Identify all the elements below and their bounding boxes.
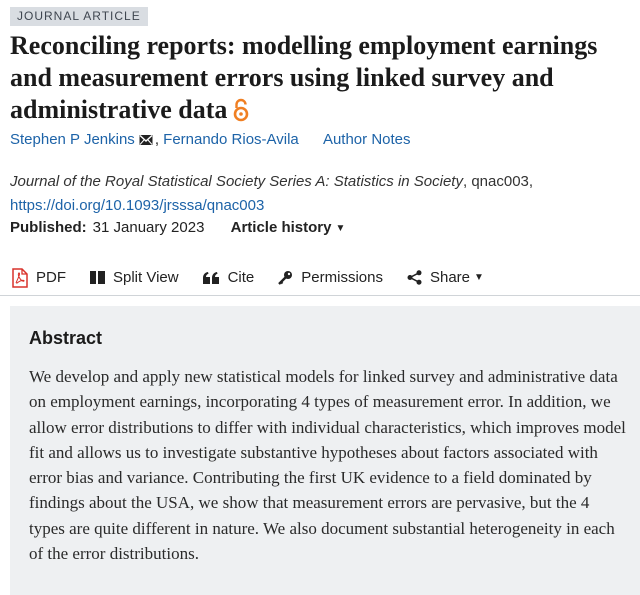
- key-icon: [278, 270, 293, 285]
- author-link-rios-avila[interactable]: Fernando Rios-Avila: [163, 131, 299, 148]
- pdf-button[interactable]: [12, 268, 66, 288]
- share-dropdown[interactable]: [407, 269, 484, 286]
- split-view-icon: [90, 271, 105, 284]
- article-id: , qnac003,: [462, 173, 534, 190]
- share-label: Share: [429, 269, 470, 286]
- split-view-label: Split View: [113, 269, 179, 286]
- journal-name: Journal of the Royal Statistical Society Series A: Statistics in Society: [10, 173, 463, 190]
- abstract-heading: Abstract: [29, 328, 103, 348]
- cite-button[interactable]: [203, 269, 255, 286]
- permissions-label: Permissions: [301, 269, 383, 286]
- pdf-label: PDF: [36, 269, 66, 286]
- cite-label: Cite: [227, 269, 255, 286]
- quote-icon: [203, 272, 220, 284]
- split-view-button[interactable]: [90, 269, 179, 286]
- author-link-jenkins[interactable]: Stephen P Jenkins: [10, 131, 135, 148]
- article-title-text: Reconciling reports: modelling employment earnings and measurement errors using linked survey and administrative data: [10, 31, 598, 124]
- doi-link[interactable]: https://doi.org/10.1093/jrsssa/qnac003: [10, 197, 265, 214]
- share-icon: [407, 270, 422, 285]
- mail-icon[interactable]: [139, 133, 153, 150]
- permissions-button[interactable]: [278, 269, 383, 286]
- chevron-down-icon: ▼: [474, 272, 484, 283]
- published-row: [10, 219, 345, 236]
- published-label: Published:: [10, 219, 87, 236]
- citation: [10, 170, 630, 218]
- article-history-dropdown[interactable]: [231, 219, 346, 236]
- article-history-label: Article history: [230, 219, 332, 236]
- open-access-lock-icon: [233, 98, 249, 130]
- article-toolbar: [0, 260, 640, 296]
- published-date: 31 January 2023: [92, 219, 205, 236]
- author-separator: ,: [154, 131, 159, 148]
- chevron-down-icon: ▼: [335, 223, 346, 234]
- article-type-badge: JOURNAL ARTICLE: [10, 7, 148, 26]
- author-notes-button[interactable]: Author Notes: [322, 131, 411, 148]
- abstract-text: We develop and apply new statistical models for linked survey and administrative data on employment earnings, incorporating 4 types of measurement error. In addition, we allow error distributions to differ with individual characteristics, which improves model fit and allows us to investigate substantive hypotheses about factors associated with error bias and variance. Contributing the first UK evidence to a field dominated by findings about the USA, we show that measurement errors are pervasive, but the 4 types are quite different in nature. We also document substantial heterogeneity in each of the error distributions.: [29, 367, 626, 564]
- article-title: [10, 30, 630, 130]
- pdf-file-icon: [12, 268, 28, 288]
- author-list: [10, 131, 411, 150]
- abstract-section: [10, 306, 640, 595]
